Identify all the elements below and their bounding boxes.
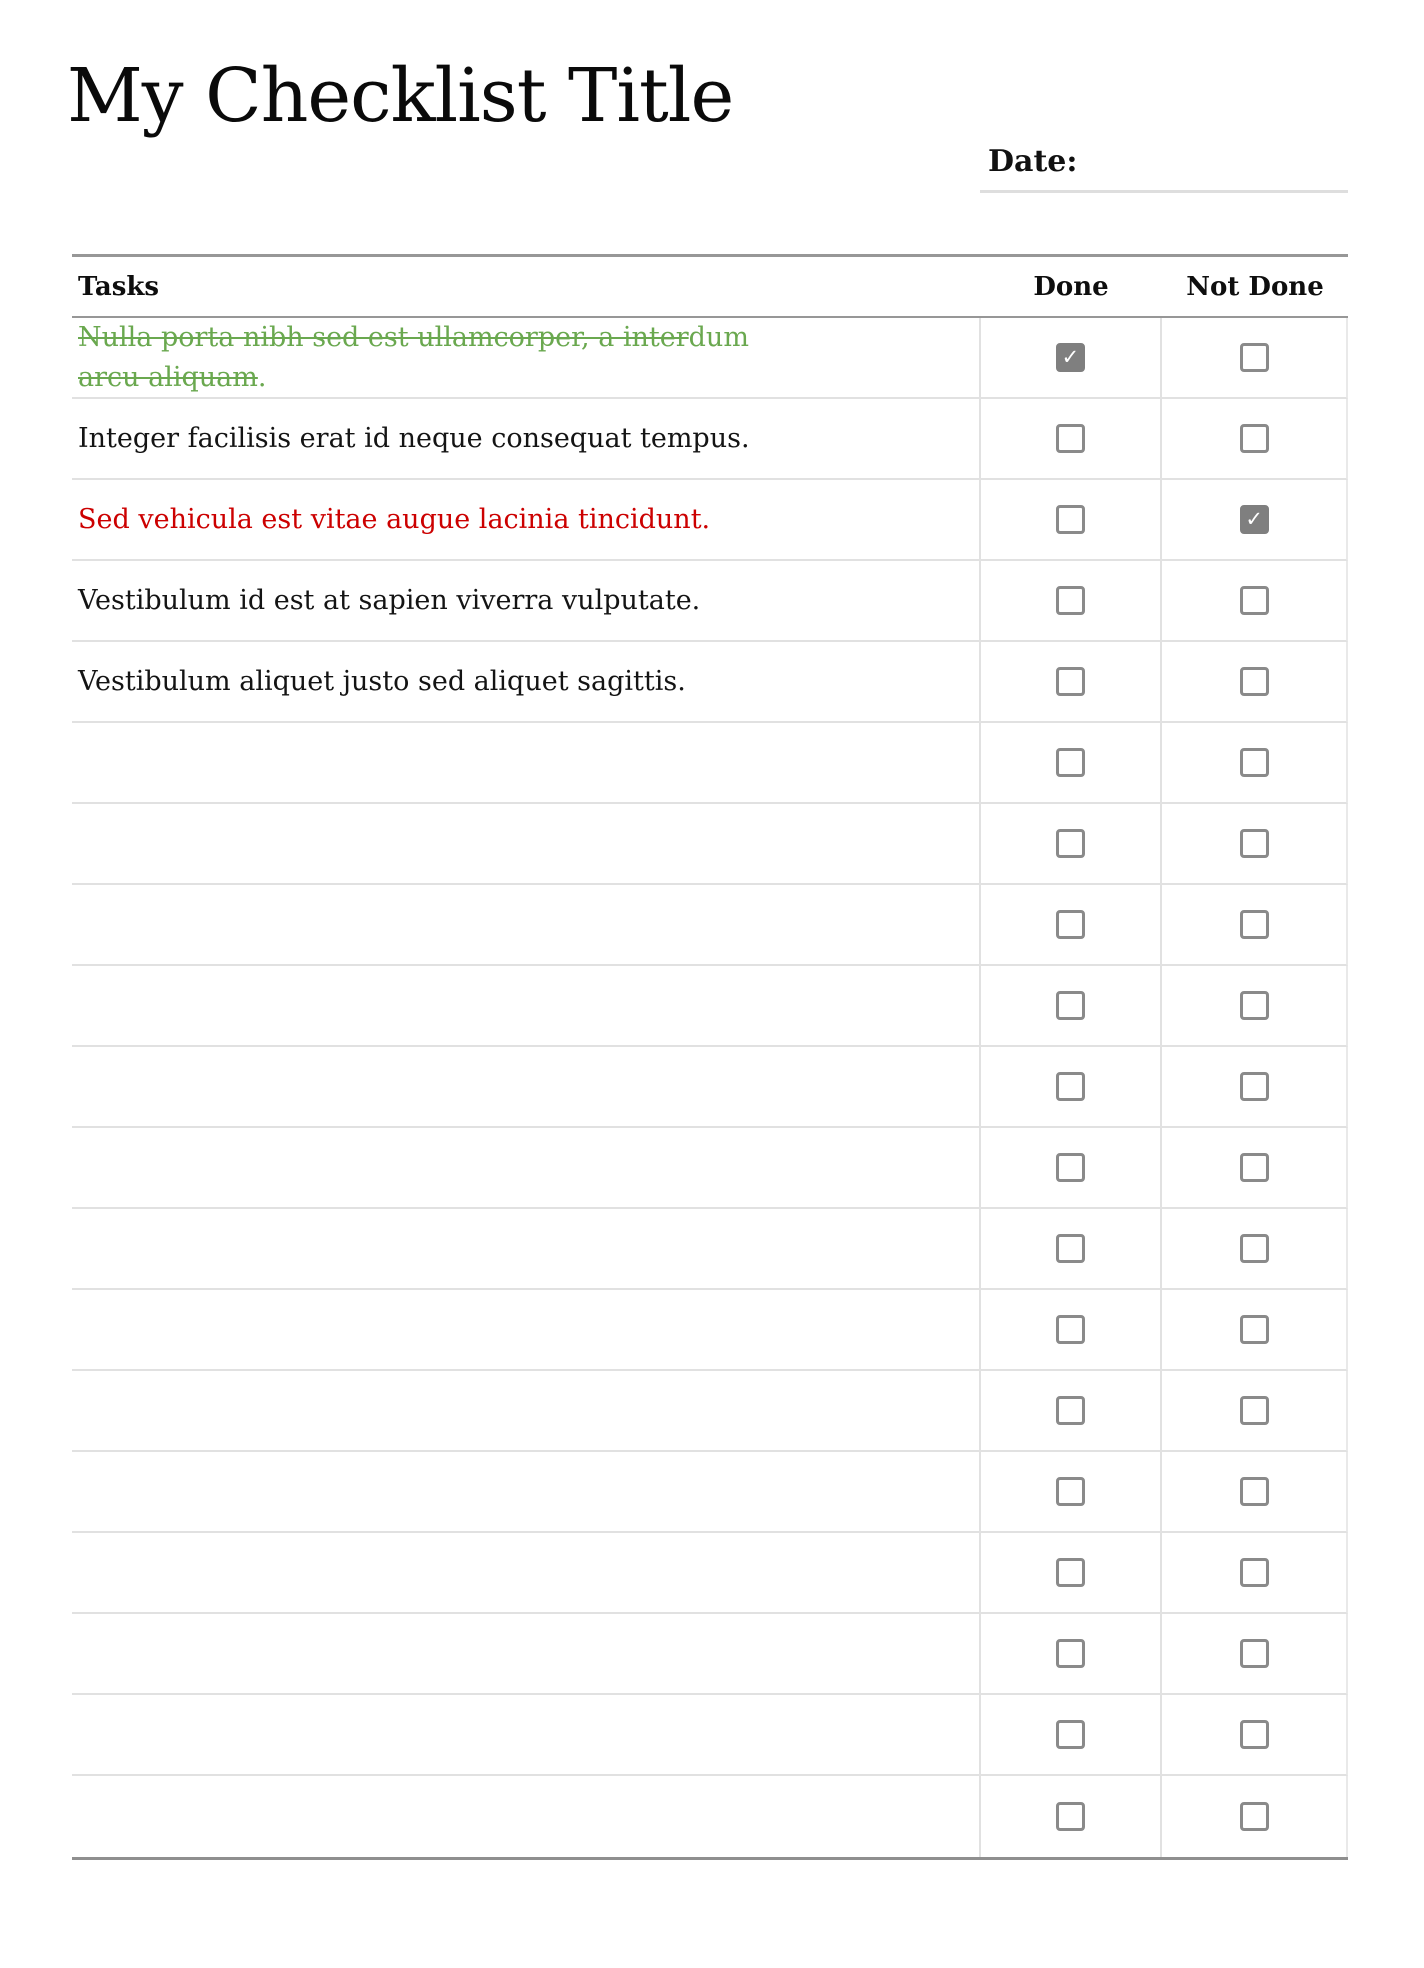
done-checkbox[interactable] [1056, 991, 1085, 1020]
done-cell [979, 1614, 1161, 1693]
not-done-cell [1160, 1452, 1346, 1531]
page-title: My Checklist Title [67, 53, 734, 139]
done-checkbox[interactable] [1056, 1639, 1085, 1668]
not-done-checkbox[interactable] [1240, 1072, 1269, 1101]
done-cell [979, 642, 1161, 721]
not-done-cell [1160, 804, 1346, 883]
done-cell [979, 885, 1161, 964]
table-row [72, 480, 1348, 561]
not-done-checkbox[interactable] [1240, 1396, 1269, 1425]
date-label: Date: [988, 144, 1078, 179]
not-done-cell [1160, 966, 1346, 1045]
done-cell [979, 1371, 1161, 1450]
not-done-column-header: Not Done [1186, 271, 1324, 302]
table-row [72, 1776, 1348, 1857]
task-text: Integer facilisis erat id neque consequat tempus. [78, 422, 750, 454]
task-text-cell [72, 1776, 979, 1857]
not-done-checkbox[interactable] [1240, 1720, 1269, 1749]
done-cell [979, 399, 1161, 478]
done-checkbox[interactable] [1056, 1558, 1085, 1587]
task-text-cell [72, 1209, 979, 1288]
not-done-cell [1160, 1209, 1346, 1288]
checklist-table [72, 254, 1348, 1860]
done-cell [979, 318, 1161, 397]
not-done-checkbox[interactable] [1240, 910, 1269, 939]
task-text: Nulla porta nibh sed est ullamcorper, a interdum arcu aliquam. [78, 321, 749, 393]
task-text-cell [72, 480, 979, 559]
not-done-cell [1160, 1695, 1346, 1774]
table-row [72, 1047, 1348, 1128]
not-done-cell [1160, 1776, 1346, 1857]
done-column-header: Done [1033, 271, 1109, 302]
not-done-checkbox[interactable] [1240, 1477, 1269, 1506]
done-checkbox[interactable]: ✓ [1056, 343, 1085, 372]
done-checkbox[interactable] [1056, 1315, 1085, 1344]
done-cell [979, 1128, 1161, 1207]
not-done-cell [1160, 480, 1346, 559]
done-checkbox[interactable] [1056, 1720, 1085, 1749]
done-checkbox[interactable] [1056, 1072, 1085, 1101]
task-text-cell [72, 804, 979, 883]
done-cell [979, 1776, 1161, 1857]
task-text: Vestibulum aliquet justo sed aliquet sagittis. [78, 665, 686, 697]
done-cell [979, 1209, 1161, 1288]
not-done-cell [1160, 1533, 1346, 1612]
done-cell [979, 561, 1161, 640]
not-done-checkbox[interactable] [1240, 829, 1269, 858]
done-checkbox[interactable] [1056, 424, 1085, 453]
not-done-checkbox[interactable] [1240, 1315, 1269, 1344]
table-row [72, 399, 1348, 480]
table-row [72, 1695, 1348, 1776]
table-row [72, 804, 1348, 885]
done-checkbox[interactable] [1056, 505, 1085, 534]
done-cell [979, 1533, 1161, 1612]
not-done-checkbox[interactable] [1240, 343, 1269, 372]
not-done-checkbox[interactable] [1240, 586, 1269, 615]
task-text-cell [72, 885, 979, 964]
table-row [72, 1533, 1348, 1614]
tasks-column-header: Tasks [78, 271, 159, 302]
task-text-cell [72, 1452, 979, 1531]
task-text-cell [72, 1695, 979, 1774]
table-row [72, 723, 1348, 804]
table-row [72, 885, 1348, 966]
table-row [72, 1371, 1348, 1452]
done-cell [979, 1452, 1161, 1531]
task-text-cell [72, 723, 979, 802]
done-checkbox[interactable] [1056, 829, 1085, 858]
not-done-checkbox[interactable] [1240, 1234, 1269, 1263]
done-cell [979, 480, 1161, 559]
done-cell [979, 723, 1161, 802]
not-done-cell [1160, 1128, 1346, 1207]
task-text-cell [72, 561, 979, 640]
not-done-checkbox[interactable] [1240, 667, 1269, 696]
task-text-cell [72, 1533, 979, 1612]
done-checkbox[interactable] [1056, 748, 1085, 777]
table-row [72, 1209, 1348, 1290]
table-row [72, 1290, 1348, 1371]
task-text: Vestibulum id est at sapien viverra vulputate. [78, 584, 701, 616]
task-text-cell [72, 1047, 979, 1126]
done-cell [979, 1695, 1161, 1774]
not-done-cell [1160, 1371, 1346, 1450]
not-done-checkbox[interactable] [1240, 991, 1269, 1020]
task-text-cell [72, 318, 979, 397]
task-text-cell [72, 399, 979, 478]
not-done-checkbox[interactable] [1240, 1639, 1269, 1668]
done-checkbox[interactable] [1056, 667, 1085, 696]
not-done-checkbox[interactable] [1240, 1558, 1269, 1587]
not-done-checkbox[interactable] [1240, 424, 1269, 453]
task-text-cell [72, 1614, 979, 1693]
not-done-cell [1160, 561, 1346, 640]
not-done-cell [1160, 399, 1346, 478]
done-checkbox[interactable] [1056, 1477, 1085, 1506]
task-text-cell [72, 642, 979, 721]
not-done-checkbox[interactable] [1240, 1153, 1269, 1182]
table-row [72, 966, 1348, 1047]
task-text-cell [72, 1371, 979, 1450]
done-cell [979, 1047, 1161, 1126]
table-row [72, 561, 1348, 642]
not-done-cell [1160, 1614, 1346, 1693]
task-text-cell [72, 966, 979, 1045]
not-done-cell [1160, 1047, 1346, 1126]
done-cell [979, 804, 1161, 883]
done-cell [979, 966, 1161, 1045]
done-checkbox[interactable] [1056, 1234, 1085, 1263]
done-checkbox[interactable] [1056, 586, 1085, 615]
not-done-checkbox[interactable] [1240, 748, 1269, 777]
done-checkbox[interactable] [1056, 1802, 1085, 1831]
done-checkbox[interactable] [1056, 1396, 1085, 1425]
done-cell [979, 1290, 1161, 1369]
not-done-cell [1160, 885, 1346, 964]
not-done-checkbox[interactable] [1240, 1802, 1269, 1831]
table-row [72, 1128, 1348, 1209]
table-header-row [72, 254, 1348, 318]
not-done-checkbox[interactable]: ✓ [1240, 505, 1269, 534]
table-row [72, 318, 1348, 399]
date-fill-line[interactable] [980, 190, 1348, 193]
task-text-cell [72, 1290, 979, 1369]
task-text: Sed vehicula est vitae augue lacinia tincidunt. [78, 503, 711, 535]
table-row [72, 1452, 1348, 1533]
not-done-cell [1160, 723, 1346, 802]
not-done-cell [1160, 318, 1346, 397]
not-done-cell [1160, 642, 1346, 721]
checklist-table-body [72, 318, 1348, 1860]
done-checkbox[interactable] [1056, 910, 1085, 939]
done-checkbox[interactable] [1056, 1153, 1085, 1182]
not-done-cell [1160, 1290, 1346, 1369]
table-row [72, 642, 1348, 723]
task-text-cell [72, 1128, 979, 1207]
table-row [72, 1614, 1348, 1695]
